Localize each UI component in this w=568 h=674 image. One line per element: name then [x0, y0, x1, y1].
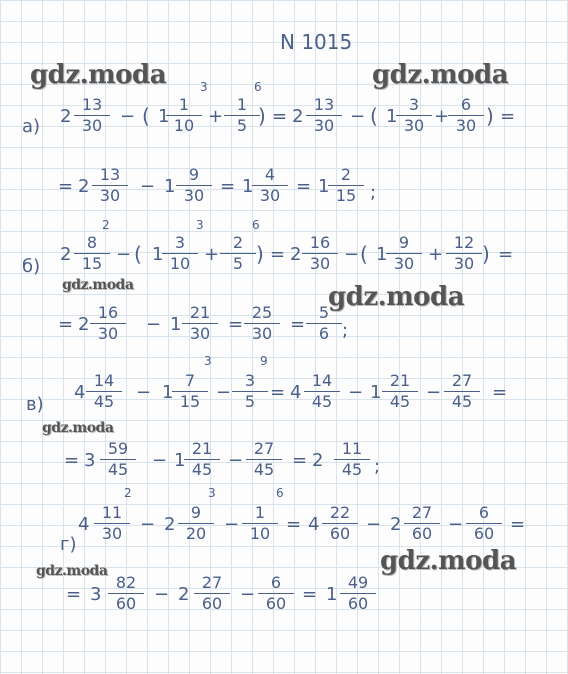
operator: −	[152, 450, 168, 471]
denominator: 60	[329, 524, 351, 543]
numerator: 13	[92, 166, 128, 186]
numerator: 16	[90, 304, 126, 324]
fraction	[178, 504, 214, 543]
whole-number: 2	[290, 244, 302, 265]
operator: −	[224, 514, 240, 535]
watermark: gdz.moda	[42, 420, 114, 436]
denominator: 10	[249, 524, 271, 543]
fraction	[322, 504, 358, 543]
denominator: 30	[313, 116, 335, 135]
fraction	[90, 304, 126, 343]
part-label: б)	[22, 256, 41, 277]
operator: −	[228, 450, 244, 471]
fraction	[302, 234, 338, 273]
semicolon: ;	[342, 320, 349, 341]
operator: =	[272, 106, 288, 127]
whole-number: 1	[376, 244, 388, 265]
operator: −	[448, 514, 464, 535]
denominator: 5	[244, 392, 256, 411]
operator: =	[500, 106, 516, 127]
fraction	[172, 372, 208, 411]
whole-number: 3	[90, 584, 102, 605]
fraction	[382, 372, 418, 411]
fraction	[446, 234, 482, 273]
fraction	[466, 504, 502, 543]
denominator: 30	[403, 116, 425, 135]
fraction	[86, 372, 122, 411]
numerator: 1	[166, 96, 202, 116]
multiplier-mark: 9	[260, 354, 268, 368]
fraction	[306, 304, 342, 343]
whole-number: 2	[292, 106, 304, 127]
denominator: 60	[115, 594, 137, 613]
numerator: 8	[74, 234, 110, 254]
numerator: 11	[334, 440, 370, 460]
operator: −	[136, 382, 152, 403]
denominator: 45	[191, 460, 213, 479]
whole-number: 2	[312, 450, 324, 471]
denominator: 30	[99, 186, 121, 205]
denominator: 60	[473, 524, 495, 543]
denominator: 15	[335, 186, 357, 205]
fraction	[162, 234, 198, 273]
denominator: 10	[169, 254, 191, 273]
operator: −	[140, 176, 156, 197]
operator: =	[292, 450, 308, 471]
numerator: 82	[108, 574, 144, 594]
fraction	[232, 372, 268, 411]
denominator: 6	[318, 324, 330, 343]
operator: +	[434, 106, 450, 127]
denominator: 45	[451, 392, 473, 411]
operator: =	[290, 314, 306, 335]
part-label: а)	[22, 116, 41, 137]
numerator: 59	[100, 440, 136, 460]
paren: )	[258, 104, 266, 128]
denominator: 30	[81, 116, 103, 135]
fraction	[100, 440, 136, 479]
operator: +	[208, 106, 224, 127]
whole-number: 1	[152, 244, 164, 265]
fraction	[220, 234, 256, 273]
paren: (	[360, 242, 368, 266]
paren: (	[370, 104, 378, 128]
fraction	[92, 166, 128, 205]
numerator: 21	[182, 304, 218, 324]
semicolon: ;	[374, 456, 381, 477]
operator: =	[270, 244, 286, 265]
denominator: 15	[179, 392, 201, 411]
whole-number: 1	[164, 176, 176, 197]
numerator: 5	[306, 304, 342, 324]
fraction	[258, 574, 294, 613]
fraction	[334, 440, 370, 479]
denominator: 45	[253, 460, 275, 479]
operator: =	[498, 244, 514, 265]
denominator: 30	[259, 186, 281, 205]
fraction	[74, 234, 110, 273]
denominator: 30	[97, 324, 119, 343]
watermark: gdz.moda	[36, 563, 108, 579]
fraction	[182, 304, 218, 343]
denominator: 60	[265, 594, 287, 613]
fraction	[184, 440, 220, 479]
numerator: 22	[322, 504, 358, 524]
operator: +	[428, 244, 444, 265]
denominator: 15	[81, 254, 103, 273]
denominator: 45	[107, 460, 129, 479]
fraction	[224, 96, 260, 135]
operator: =	[286, 514, 302, 535]
fraction	[176, 166, 212, 205]
denominator: 30	[183, 186, 205, 205]
fraction	[194, 574, 230, 613]
numerator: 27	[194, 574, 230, 594]
fraction	[242, 504, 278, 543]
operator: =	[296, 176, 312, 197]
operator: −	[240, 584, 256, 605]
fraction	[340, 574, 376, 613]
fraction	[306, 96, 342, 135]
whole-number: 3	[84, 450, 96, 471]
watermark: gdz.moda	[30, 60, 167, 90]
whole-number: 4	[290, 382, 302, 403]
fraction	[328, 166, 364, 205]
operator: −	[366, 514, 382, 535]
denominator: 5	[232, 254, 244, 273]
numerator: 13	[306, 96, 342, 116]
part-label: г)	[60, 534, 77, 555]
operator: −	[216, 382, 232, 403]
numerator: 3	[232, 372, 268, 392]
numerator: 11	[94, 504, 130, 524]
whole-number: 2	[60, 244, 72, 265]
whole-number: 4	[308, 514, 320, 535]
denominator: 30	[101, 524, 123, 543]
whole-number: 2	[60, 106, 72, 127]
denominator: 45	[341, 460, 363, 479]
whole-number: 1	[242, 176, 254, 197]
numerator: 14	[86, 372, 122, 392]
denominator: 20	[185, 524, 207, 543]
paren: )	[486, 104, 494, 128]
operator: −	[426, 382, 442, 403]
operator: −	[350, 106, 366, 127]
numerator: 49	[340, 574, 376, 594]
operator: −	[154, 584, 170, 605]
denominator: 60	[347, 594, 369, 613]
whole-number: 4	[74, 382, 86, 403]
numerator: 6	[466, 504, 502, 524]
watermark: gdz.moda	[372, 60, 509, 90]
exercise-number: N 1015	[280, 30, 353, 54]
numerator: 27	[444, 372, 480, 392]
whole-number: 2	[78, 176, 90, 197]
multiplier-mark: 6	[254, 80, 262, 94]
denominator: 45	[389, 392, 411, 411]
fraction	[444, 372, 480, 411]
numerator: 27	[404, 504, 440, 524]
operator: =	[58, 176, 74, 197]
numerator: 6	[448, 96, 484, 116]
denominator: 30	[393, 254, 415, 273]
operator: =	[492, 382, 508, 403]
multiplier-mark: 3	[208, 486, 216, 500]
numerator: 27	[246, 440, 282, 460]
operator: −	[140, 514, 156, 535]
denominator: 10	[173, 116, 195, 135]
numerator: 1	[242, 504, 278, 524]
denominator: 45	[311, 392, 333, 411]
numerator: 9	[176, 166, 212, 186]
numerator: 3	[162, 234, 198, 254]
paren: )	[256, 242, 264, 266]
operator: =	[66, 584, 82, 605]
paren: (	[134, 242, 142, 266]
whole-number: 1	[162, 382, 174, 403]
denominator: 5	[236, 116, 248, 135]
whole-number: 1	[170, 314, 182, 335]
whole-number: 1	[386, 106, 398, 127]
numerator: 21	[184, 440, 220, 460]
numerator: 2	[220, 234, 256, 254]
multiplier-mark: 6	[252, 218, 260, 232]
whole-number: 2	[78, 314, 90, 335]
watermark: gdz.moda	[62, 277, 134, 293]
fraction	[246, 440, 282, 479]
whole-number: 1	[326, 584, 338, 605]
numerator: 7	[172, 372, 208, 392]
fraction	[448, 96, 484, 135]
operator: =	[510, 514, 526, 535]
whole-number: 4	[78, 514, 90, 535]
denominator: 30	[455, 116, 477, 135]
whole-number: 1	[174, 450, 186, 471]
multiplier-mark: 3	[200, 80, 208, 94]
operator: =	[220, 176, 236, 197]
denominator: 30	[309, 254, 331, 273]
whole-number: 2	[390, 514, 402, 535]
denominator: 60	[411, 524, 433, 543]
denominator: 60	[201, 594, 223, 613]
operator: −	[348, 382, 364, 403]
denominator: 30	[453, 254, 475, 273]
part-label: в)	[26, 394, 44, 415]
numerator: 14	[304, 372, 340, 392]
fraction	[244, 304, 280, 343]
whole-number: 1	[158, 106, 170, 127]
fraction	[166, 96, 202, 135]
whole-number: 1	[370, 382, 382, 403]
paren: (	[142, 104, 150, 128]
operator: −	[146, 314, 162, 335]
operator: =	[228, 314, 244, 335]
fraction	[94, 504, 130, 543]
numerator: 12	[446, 234, 482, 254]
operator: −	[120, 106, 136, 127]
numerator: 21	[382, 372, 418, 392]
operator: =	[64, 450, 80, 471]
numerator: 25	[244, 304, 280, 324]
fraction	[386, 234, 422, 273]
numerator: 9	[178, 504, 214, 524]
multiplier-mark: 3	[204, 354, 212, 368]
denominator: 30	[251, 324, 273, 343]
fraction	[74, 96, 110, 135]
multiplier-mark: 6	[276, 486, 284, 500]
whole-number: 2	[178, 584, 190, 605]
operator: −	[344, 244, 360, 265]
watermark: gdz.moda	[328, 282, 465, 312]
fraction	[396, 96, 432, 135]
denominator: 45	[93, 392, 115, 411]
multiplier-mark: 3	[196, 218, 204, 232]
fraction	[304, 372, 340, 411]
whole-number: 2	[164, 514, 176, 535]
semicolon: ;	[370, 182, 377, 203]
multiplier-mark: 2	[124, 486, 132, 500]
watermark: gdz.moda	[380, 546, 517, 576]
numerator: 16	[302, 234, 338, 254]
paren: )	[482, 242, 490, 266]
operator: +	[204, 244, 220, 265]
denominator: 30	[189, 324, 211, 343]
numerator: 3	[396, 96, 432, 116]
numerator: 1	[224, 96, 260, 116]
operator: =	[58, 314, 74, 335]
numerator: 13	[74, 96, 110, 116]
numerator: 6	[258, 574, 294, 594]
fraction	[404, 504, 440, 543]
numerator: 2	[328, 166, 364, 186]
numerator: 9	[386, 234, 422, 254]
operator: =	[302, 584, 318, 605]
operator: =	[270, 382, 286, 403]
operator: −	[116, 244, 132, 265]
multiplier-mark: 2	[102, 218, 110, 232]
fraction	[108, 574, 144, 613]
numerator: 4	[252, 166, 288, 186]
fraction	[252, 166, 288, 205]
whole-number: 1	[318, 176, 330, 197]
